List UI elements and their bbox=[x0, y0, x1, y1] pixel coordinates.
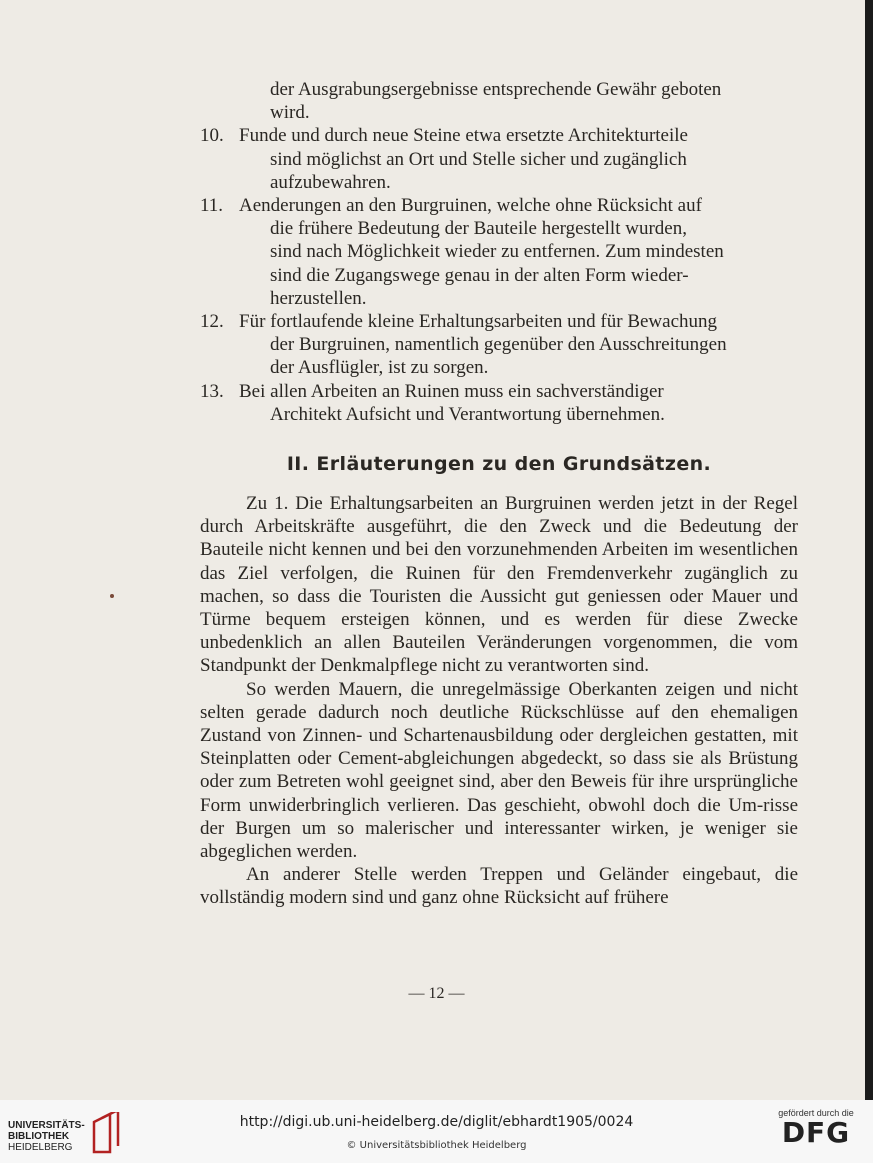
source-url-link[interactable]: http://digi.ub.uni-heidelberg.de/diglit/ebhardt1905/0024 bbox=[239, 1114, 634, 1130]
dfg-logo: gefördert durch die DFG bbox=[778, 1108, 854, 1149]
list-number: 11. bbox=[200, 195, 224, 217]
numbered-list bbox=[200, 78, 798, 426]
page-number: — 12 — bbox=[408, 985, 465, 1002]
list-item-13: 13. Bei allen Arbeiten an Ruinen muss ein sachverständiger Architekt Aufsicht und Verantwortung übernehmen. bbox=[200, 380, 665, 425]
list-number: 12. bbox=[200, 311, 224, 333]
list-item-continuation: der Ausgrabungsergebnisse entsprechende Gewähr geboten wird. bbox=[270, 79, 722, 124]
list-item-11: 11. Aenderungen an den Burgruinen, welche ohne Rücksicht auf die frühere Bedeutung der Bauteile hergestellt wurden, sind nach Möglichkeit wieder zu entfernen. Zum mindesten sind die Zugangswege genau in der alten Form wieder- herzustellen. bbox=[200, 195, 724, 309]
scan-speck bbox=[110, 594, 114, 598]
paragraph: Zu 1. Die Erhaltungsarbeiten an Burgruinen werden jetzt in der Regel durch Arbeitskräfte ausgeführt, die den Zweck und die Bedeutung der Bauteile nicht kennen und bei den vorzunehmenden Arbeiten im wesentlichen das Ziel verfolgen, die Ruinen für den Fremdenverkehr zugänglich zu machen, so dass die Touristen die Aussicht gut geniessen oder Mauer und Türme bequem ersteigen können, und es werden für diese Zwecke unbedenklich an allen Bauteilen Veränderungen vorgenommen, die vom Standpunkt der Denkmalpflege nicht zu verantworten sind. bbox=[200, 493, 798, 677]
list-number: 10. bbox=[200, 125, 224, 147]
paragraph: So werden Mauern, die unregelmässige Oberkanten zeigen und nicht selten gerade dadurch noch deutliche Rückschlüsse auf den ehemaligen Zustand von Zinnen- und Schartenausbildung oder dergleichen gestatten, mit Steinplatten oder Cement-abgleichungen abgedeckt, so dass sie als Brüstung oder zum Betreten wohl geeignet sind, aber den Beweis für ihre ursprüngliche Form unwiderbringlich verlieren. Das geschieht, obwohl doch die Um-risse der Burgen um so malerischer und interessanter wirken, je weniger sie abgeglichen werden. bbox=[200, 678, 798, 863]
list-item-12: 12. Für fortlaufende kleine Erhaltungsarbeiten und für Bewachung der Burgruinen, namentlich gegenüber den Ausschreitungen der Ausflügler, ist zu sorgen. bbox=[200, 311, 727, 379]
list-item-10: 10. Funde und durch neue Steine etwa ersetzte Architekturteile sind möglichst an Ort und Stelle sicher und zugänglich aufzubewahren. bbox=[200, 125, 688, 193]
body-text bbox=[200, 492, 798, 910]
footer-bar bbox=[0, 1100, 873, 1163]
copyright-notice: © Universitätsbibliothek Heidelberg bbox=[346, 1140, 527, 1151]
section-heading: II. Erläuterungen zu den Grundsätzen. bbox=[286, 453, 712, 475]
university-library-logo: UNIVERSITÄTS- BIBLIOTHEK HEIDELBERG bbox=[8, 1108, 133, 1156]
paragraph: An anderer Stelle werden Treppen und Geländer eingebaut, die vollständig modern sind und ganz ohne Rücksicht auf frühere bbox=[200, 864, 798, 909]
list-number: 13. bbox=[200, 380, 224, 402]
